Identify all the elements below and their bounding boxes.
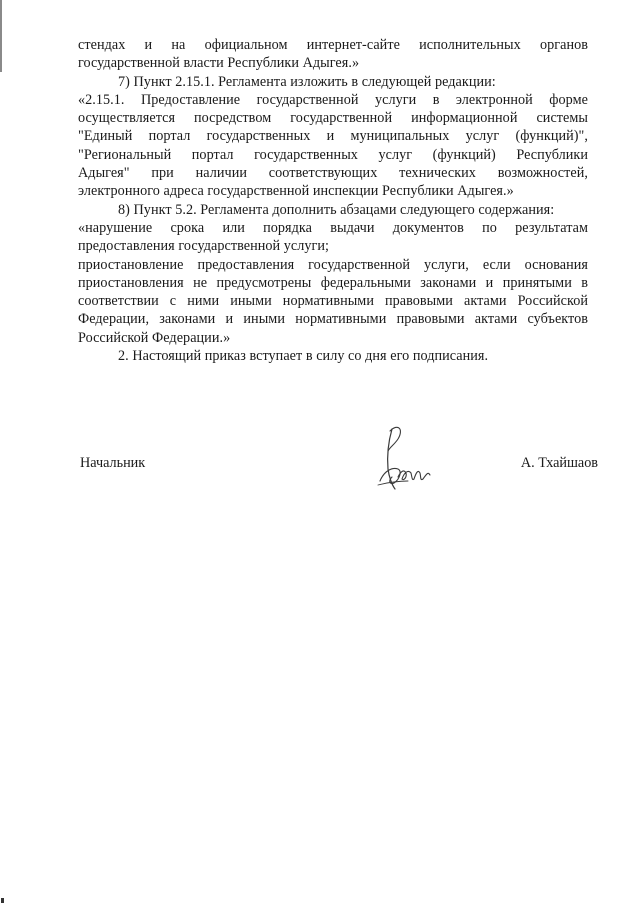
text-line: Федерации, законами и иными нормативными правовыми актами субъектов <box>78 311 588 328</box>
text-line: «нарушение срока или порядка выдачи документов по результатам <box>78 219 588 236</box>
text-line: электронного адреса государственной инспекции Республики Адыгея.» <box>78 183 514 200</box>
text-line: соответствии с ними иными нормативными правовыми актами Российской <box>78 293 588 310</box>
handwritten-signature <box>368 423 448 495</box>
text-line: 2. Настоящий приказ вступает в силу со дня его подписания. <box>118 348 489 365</box>
document-body <box>78 36 588 365</box>
text-line: "Региональный портал государственных услуг (функций) Республики <box>78 146 588 163</box>
text-line: приостановление предоставления государственной услуги, если основания <box>78 256 588 273</box>
text-line: «2.15.1. Предоставление государственной услуги в электронной форме <box>78 91 588 108</box>
text-line: Адыгея" при наличии соответствующих технических возможностей, <box>78 165 588 182</box>
text-line: предоставления государственной услуги; <box>78 238 330 255</box>
text-line: государственной власти Республики Адыгея.» <box>78 55 360 72</box>
text-line: приостановления не предусмотрены федеральными законами и принятыми в <box>78 274 588 291</box>
scan-corner-mark <box>1 898 4 903</box>
position-title: Начальник <box>80 455 146 471</box>
text-line: осуществляется посредством государственной информационной системы <box>78 110 588 127</box>
signer-name: А. Тхайшаов <box>520 455 598 471</box>
text-line: 8) Пункт 5.2. Регламента дополнить абзацами следующего содержания: <box>118 201 555 218</box>
scan-edge-mark <box>0 0 2 72</box>
text-line: стендах и на официальном интернет-сайте исполнительных органов <box>78 37 588 53</box>
text-line: Российской Федерации.» <box>78 329 231 346</box>
text-line: "Единый портал государственных и муниципальных услуг (функций)", <box>78 128 588 145</box>
text-line: 7) Пункт 2.15.1. Регламента изложить в следующей редакции: <box>118 73 496 90</box>
signature-block <box>78 455 598 515</box>
